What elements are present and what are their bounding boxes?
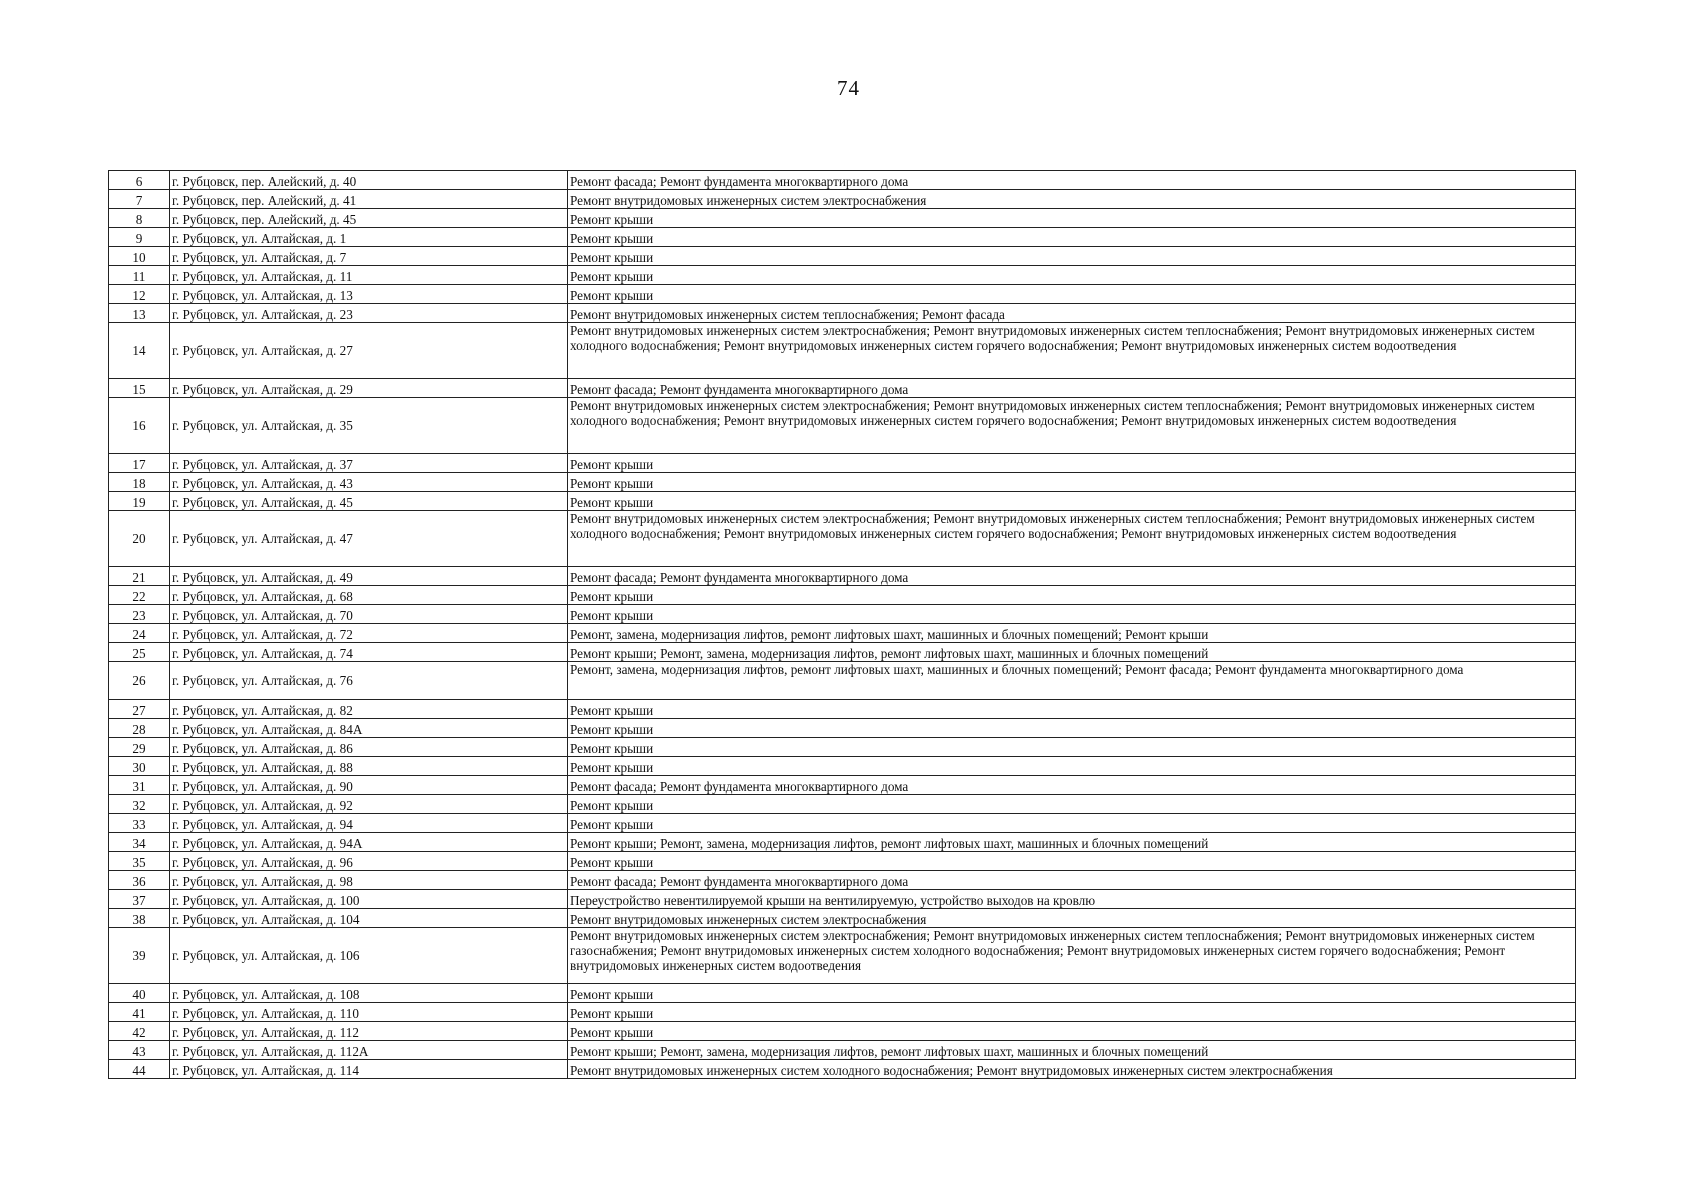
address-cell: г. Рубцовск, ул. Алтайская, д. 43 [170, 473, 568, 492]
works-cell: Ремонт, замена, модернизация лифтов, ремонт лифтовых шахт, машинных и блочных помещений; Ремонт крыши [568, 624, 1576, 643]
works-cell: Ремонт крыши [568, 247, 1576, 266]
works-cell: Ремонт, замена, модернизация лифтов, ремонт лифтовых шахт, машинных и блочных помещений; Ремонт фасада; Ремонт фундамента многоквартирного дома [568, 662, 1576, 700]
works-cell: Ремонт крыши [568, 492, 1576, 511]
address-cell: г. Рубцовск, ул. Алтайская, д. 72 [170, 624, 568, 643]
row-number-cell: 31 [109, 776, 170, 795]
row-number-cell: 10 [109, 247, 170, 266]
address-cell: г. Рубцовск, ул. Алтайская, д. 88 [170, 757, 568, 776]
address-cell: г. Рубцовск, ул. Алтайская, д. 37 [170, 454, 568, 473]
row-number-cell: 26 [109, 662, 170, 700]
table-row [109, 662, 1576, 700]
row-number-cell: 18 [109, 473, 170, 492]
table-row [109, 398, 1576, 454]
works-cell: Ремонт крыши [568, 700, 1576, 719]
address-cell: г. Рубцовск, ул. Алтайская, д. 100 [170, 890, 568, 909]
address-cell: г. Рубцовск, ул. Алтайская, д. 112 [170, 1022, 568, 1041]
works-cell: Ремонт крыши; Ремонт, замена, модернизация лифтов, ремонт лифтовых шахт, машинных и блочных помещений [568, 833, 1576, 852]
works-cell: Ремонт крыши [568, 209, 1576, 228]
address-cell: г. Рубцовск, ул. Алтайская, д. 68 [170, 586, 568, 605]
table-row [109, 814, 1576, 833]
works-cell: Ремонт крыши [568, 984, 1576, 1003]
address-cell: г. Рубцовск, ул. Алтайская, д. 86 [170, 738, 568, 757]
address-cell: г. Рубцовск, ул. Алтайская, д. 49 [170, 567, 568, 586]
address-cell: г. Рубцовск, ул. Алтайская, д. 90 [170, 776, 568, 795]
works-cell: Ремонт крыши [568, 738, 1576, 757]
table-row [109, 909, 1576, 928]
address-cell: г. Рубцовск, ул. Алтайская, д. 70 [170, 605, 568, 624]
address-cell: г. Рубцовск, ул. Алтайская, д. 29 [170, 379, 568, 398]
works-cell: Ремонт крыши [568, 605, 1576, 624]
works-cell: Ремонт внутридомовых инженерных систем электроснабжения; Ремонт внутридомовых инженерных систем теплоснабжения; Ремонт внутридомовых инженерных систем холодного водоснабжения; Ремонт внутридомовых инженерных систем горячего водоснабжения; Ремонт внутридомовых инженерных систем водоотведения [568, 398, 1576, 454]
row-number-cell: 33 [109, 814, 170, 833]
row-number-cell: 14 [109, 323, 170, 379]
address-cell: г. Рубцовск, ул. Алтайская, д. 92 [170, 795, 568, 814]
address-cell: г. Рубцовск, ул. Алтайская, д. 94 [170, 814, 568, 833]
table-row [109, 643, 1576, 662]
works-cell: Ремонт фасада; Ремонт фундамента многоквартирного дома [568, 776, 1576, 795]
table-row [109, 247, 1576, 266]
works-cell: Ремонт крыши [568, 473, 1576, 492]
row-number-cell: 38 [109, 909, 170, 928]
address-cell: г. Рубцовск, ул. Алтайская, д. 114 [170, 1060, 568, 1079]
row-number-cell: 34 [109, 833, 170, 852]
row-number-cell: 25 [109, 643, 170, 662]
row-number-cell: 7 [109, 190, 170, 209]
page-number: 74 [837, 76, 860, 100]
address-cell: г. Рубцовск, пер. Алейский, д. 40 [170, 171, 568, 190]
works-cell: Ремонт крыши [568, 586, 1576, 605]
works-cell: Ремонт крыши [568, 814, 1576, 833]
works-cell: Ремонт фасада; Ремонт фундамента многоквартирного дома [568, 171, 1576, 190]
row-number-cell: 44 [109, 1060, 170, 1079]
row-number-cell: 9 [109, 228, 170, 247]
works-cell: Ремонт крыши [568, 266, 1576, 285]
address-cell: г. Рубцовск, ул. Алтайская, д. 104 [170, 909, 568, 928]
row-number-cell: 6 [109, 171, 170, 190]
table-row [109, 266, 1576, 285]
table-row [109, 228, 1576, 247]
address-cell: г. Рубцовск, ул. Алтайская, д. 82 [170, 700, 568, 719]
table-row [109, 890, 1576, 909]
row-number-cell: 13 [109, 304, 170, 323]
row-number-cell: 23 [109, 605, 170, 624]
works-cell: Ремонт внутридомовых инженерных систем холодного водоснабжения; Ремонт внутридомовых инженерных систем электроснабжения [568, 1060, 1576, 1079]
works-cell: Переустройство невентилируемой крыши на вентилируемую, устройство выходов на кровлю [568, 890, 1576, 909]
table-row [109, 984, 1576, 1003]
row-number-cell: 20 [109, 511, 170, 567]
table-row [109, 190, 1576, 209]
table-row [109, 1041, 1576, 1060]
address-cell: г. Рубцовск, ул. Алтайская, д. 94А [170, 833, 568, 852]
works-cell: Ремонт крыши; Ремонт, замена, модернизация лифтов, ремонт лифтовых шахт, машинных и блочных помещений [568, 1041, 1576, 1060]
table-row [109, 1060, 1576, 1079]
row-number-cell: 17 [109, 454, 170, 473]
address-cell: г. Рубцовск, ул. Алтайская, д. 13 [170, 285, 568, 304]
address-cell: г. Рубцовск, ул. Алтайская, д. 1 [170, 228, 568, 247]
works-cell: Ремонт крыши; Ремонт, замена, модернизация лифтов, ремонт лифтовых шахт, машинных и блочных помещений [568, 643, 1576, 662]
works-cell: Ремонт внутридомовых инженерных систем электроснабжения [568, 909, 1576, 928]
table-row [109, 700, 1576, 719]
address-cell: г. Рубцовск, ул. Алтайская, д. 106 [170, 928, 568, 984]
row-number-cell: 41 [109, 1003, 170, 1022]
works-cell: Ремонт крыши [568, 1022, 1576, 1041]
address-cell: г. Рубцовск, пер. Алейский, д. 41 [170, 190, 568, 209]
works-cell: Ремонт крыши [568, 454, 1576, 473]
works-cell: Ремонт фасада; Ремонт фундамента многоквартирного дома [568, 379, 1576, 398]
row-number-cell: 15 [109, 379, 170, 398]
table-row [109, 567, 1576, 586]
works-cell: Ремонт крыши [568, 757, 1576, 776]
row-number-cell: 11 [109, 266, 170, 285]
table-row [109, 871, 1576, 890]
table-row [109, 492, 1576, 511]
works-cell: Ремонт крыши [568, 285, 1576, 304]
row-number-cell: 37 [109, 890, 170, 909]
address-cell: г. Рубцовск, ул. Алтайская, д. 27 [170, 323, 568, 379]
address-cell: г. Рубцовск, ул. Алтайская, д. 112А [170, 1041, 568, 1060]
table-row [109, 833, 1576, 852]
row-number-cell: 43 [109, 1041, 170, 1060]
works-cell: Ремонт фасада; Ремонт фундамента многоквартирного дома [568, 567, 1576, 586]
table-row [109, 473, 1576, 492]
table-row [109, 454, 1576, 473]
repair-table-body [109, 171, 1576, 1079]
row-number-cell: 42 [109, 1022, 170, 1041]
row-number-cell: 22 [109, 586, 170, 605]
table-row [109, 304, 1576, 323]
address-cell: г. Рубцовск, ул. Алтайская, д. 98 [170, 871, 568, 890]
works-cell: Ремонт внутридомовых инженерных систем электроснабжения; Ремонт внутридомовых инженерных систем теплоснабжения; Ремонт внутридомовых инженерных систем газоснабжения; Ремонт внутридомовых инженерных систем холодного водоснабжения; Ремонт внутридомовых инженерных систем горячего водоснабжения; Ремонт внутридомовых инженерных систем водоотведения [568, 928, 1576, 984]
address-cell: г. Рубцовск, ул. Алтайская, д. 108 [170, 984, 568, 1003]
works-cell: Ремонт крыши [568, 1003, 1576, 1022]
row-number-cell: 8 [109, 209, 170, 228]
address-cell: г. Рубцовск, ул. Алтайская, д. 76 [170, 662, 568, 700]
address-cell: г. Рубцовск, ул. Алтайская, д. 74 [170, 643, 568, 662]
table-row [109, 719, 1576, 738]
address-cell: г. Рубцовск, ул. Алтайская, д. 7 [170, 247, 568, 266]
table-row [109, 511, 1576, 567]
table-row [109, 776, 1576, 795]
row-number-cell: 24 [109, 624, 170, 643]
address-cell: г. Рубцовск, ул. Алтайская, д. 96 [170, 852, 568, 871]
table-row [109, 738, 1576, 757]
table-row [109, 605, 1576, 624]
works-cell: Ремонт внутридомовых инженерных систем теплоснабжения; Ремонт фасада [568, 304, 1576, 323]
table-row [109, 586, 1576, 605]
table-row [109, 624, 1576, 643]
works-cell: Ремонт крыши [568, 719, 1576, 738]
row-number-cell: 36 [109, 871, 170, 890]
table-row [109, 852, 1576, 871]
table-row [109, 757, 1576, 776]
row-number-cell: 28 [109, 719, 170, 738]
table-row [109, 323, 1576, 379]
row-number-cell: 30 [109, 757, 170, 776]
address-cell: г. Рубцовск, ул. Алтайская, д. 110 [170, 1003, 568, 1022]
row-number-cell: 29 [109, 738, 170, 757]
row-number-cell: 27 [109, 700, 170, 719]
address-cell: г. Рубцовск, ул. Алтайская, д. 45 [170, 492, 568, 511]
table-row [109, 209, 1576, 228]
works-cell: Ремонт крыши [568, 795, 1576, 814]
table-row [109, 171, 1576, 190]
works-cell: Ремонт внутридомовых инженерных систем электроснабжения [568, 190, 1576, 209]
table-row [109, 285, 1576, 304]
works-cell: Ремонт крыши [568, 852, 1576, 871]
row-number-cell: 39 [109, 928, 170, 984]
row-number-cell: 16 [109, 398, 170, 454]
table-row [109, 795, 1576, 814]
address-cell: г. Рубцовск, ул. Алтайская, д. 47 [170, 511, 568, 567]
row-number-cell: 35 [109, 852, 170, 871]
address-cell: г. Рубцовск, ул. Алтайская, д. 35 [170, 398, 568, 454]
row-number-cell: 21 [109, 567, 170, 586]
works-cell: Ремонт крыши [568, 228, 1576, 247]
address-cell: г. Рубцовск, ул. Алтайская, д. 11 [170, 266, 568, 285]
row-number-cell: 19 [109, 492, 170, 511]
repair-table [108, 170, 1576, 1079]
address-cell: г. Рубцовск, пер. Алейский, д. 45 [170, 209, 568, 228]
row-number-cell: 12 [109, 285, 170, 304]
works-cell: Ремонт внутридомовых инженерных систем электроснабжения; Ремонт внутридомовых инженерных систем теплоснабжения; Ремонт внутридомовых инженерных систем холодного водоснабжения; Ремонт внутридомовых инженерных систем горячего водоснабжения; Ремонт внутридомовых инженерных систем водоотведения [568, 323, 1576, 379]
table-row [109, 928, 1576, 984]
address-cell: г. Рубцовск, ул. Алтайская, д. 23 [170, 304, 568, 323]
row-number-cell: 32 [109, 795, 170, 814]
table-row [109, 1003, 1576, 1022]
row-number-cell: 40 [109, 984, 170, 1003]
table-row [109, 379, 1576, 398]
table-row [109, 1022, 1576, 1041]
address-cell: г. Рубцовск, ул. Алтайская, д. 84А [170, 719, 568, 738]
works-cell: Ремонт фасада; Ремонт фундамента многоквартирного дома [568, 871, 1576, 890]
works-cell: Ремонт внутридомовых инженерных систем электроснабжения; Ремонт внутридомовых инженерных систем теплоснабжения; Ремонт внутридомовых инженерных систем холодного водоснабжения; Ремонт внутридомовых инженерных систем горячего водоснабжения; Ремонт внутридомовых инженерных систем водоотведения [568, 511, 1576, 567]
